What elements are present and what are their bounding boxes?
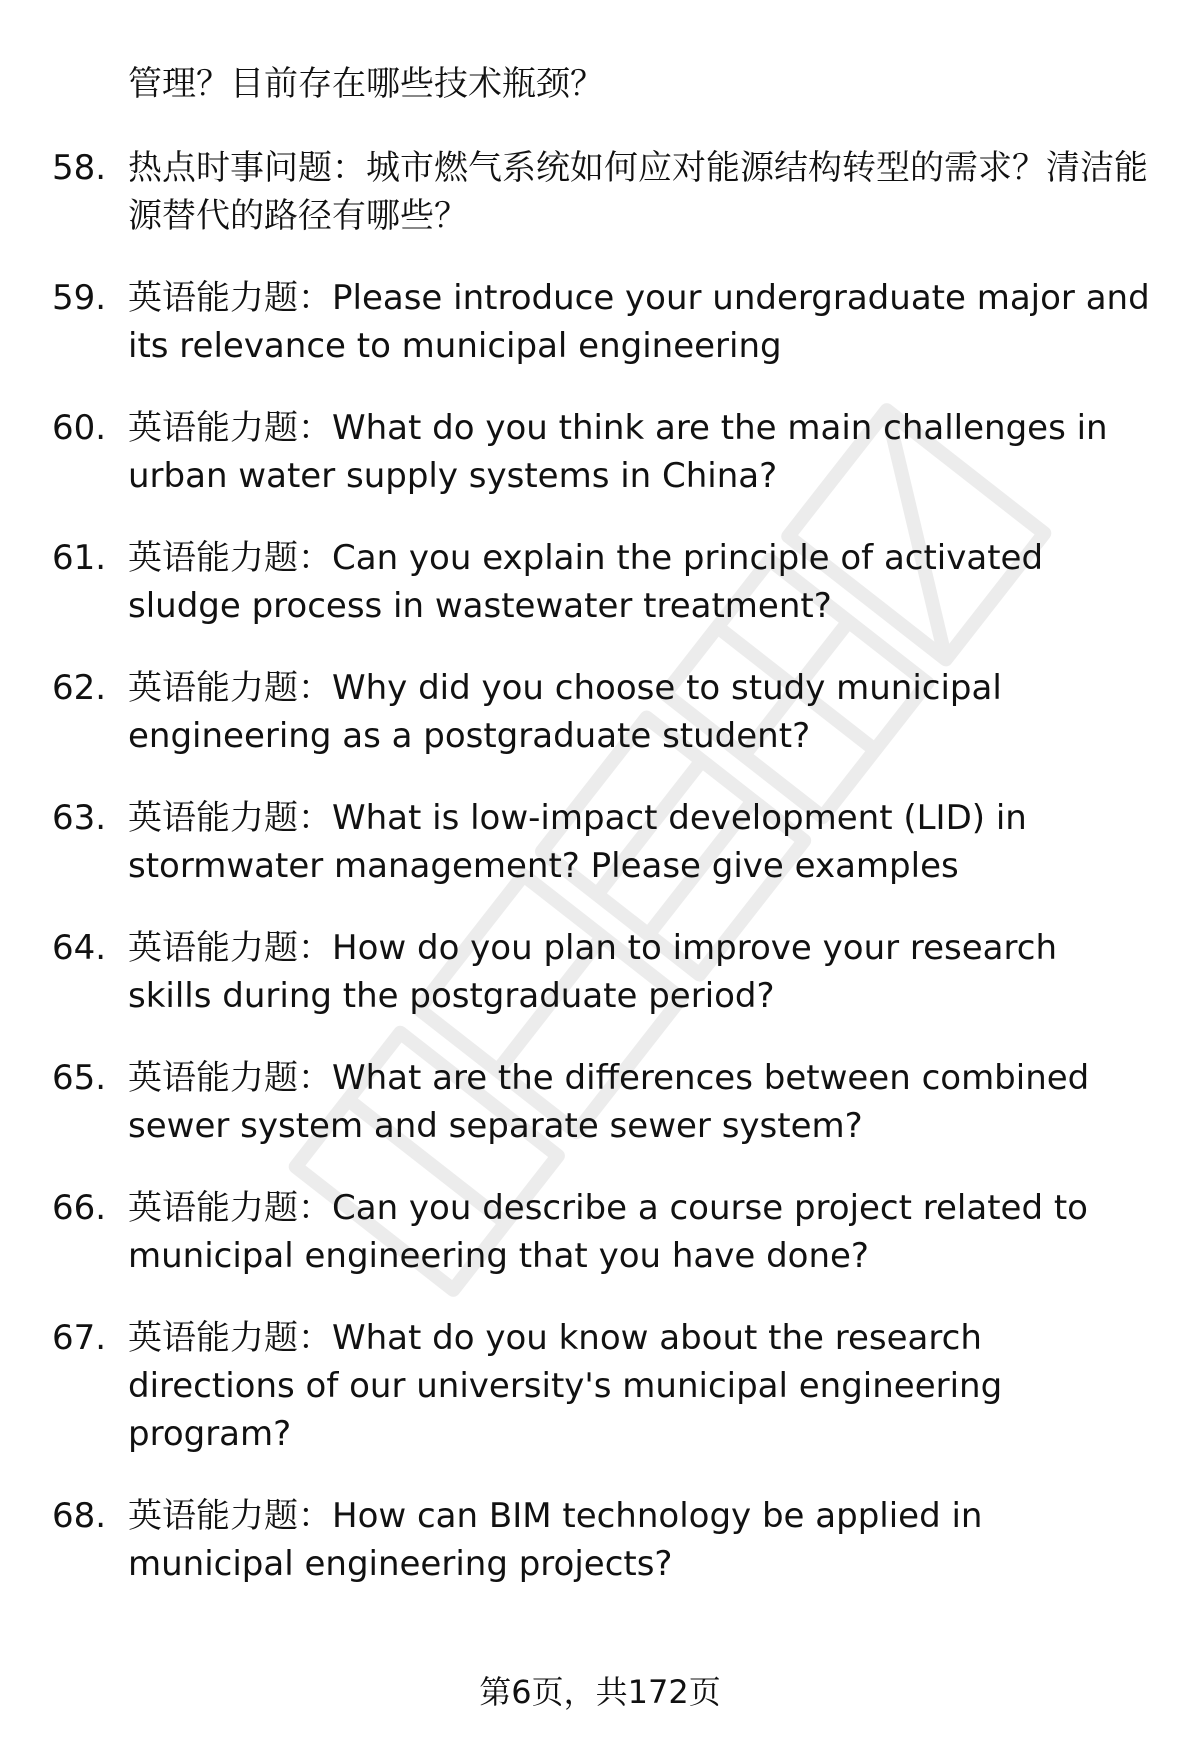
- question-number: 66.: [52, 1188, 107, 1228]
- question-item: [0, 664, 1200, 760]
- question-item: [0, 1492, 1200, 1588]
- question-text: 英语能力题：What do you think are the main challenges in urban water supply systems in China?: [128, 408, 1108, 496]
- question-number: 59.: [52, 278, 107, 318]
- page-footer: 第6页，共172页: [479, 1673, 721, 1711]
- question-text: 英语能力题：Why did you choose to study municipal engineering as a postgraduate student?: [128, 668, 1002, 756]
- question-list: [0, 144, 1200, 1622]
- question-number: 58.: [52, 148, 107, 188]
- question-item: [0, 404, 1200, 500]
- question-text: 英语能力题：Please introduce your undergraduate major and its relevance to municipal engineering: [128, 278, 1150, 366]
- question-number: 68.: [52, 1496, 107, 1536]
- question-text: 英语能力题：Can you explain the principle of activated sludge process in wastewater treatment?: [128, 538, 1044, 626]
- question-text: 热点时事问题：城市燃气系统如何应对能源结构转型的需求？清洁能源替代的路径有哪些？: [128, 148, 1148, 236]
- question-text: 英语能力题：What do you know about the research directions of our university's municipal engineering program?: [128, 1318, 1003, 1454]
- question-text: 英语能力题：What are the differences between combined sewer system and separate sewer system?: [128, 1058, 1090, 1146]
- question-item: [0, 924, 1200, 1020]
- question-item: [0, 274, 1200, 370]
- question-text: 英语能力题：How can BIM technology be applied in municipal engineering projects?: [128, 1496, 983, 1584]
- question-item: [0, 1184, 1200, 1280]
- question-number: 64.: [52, 928, 107, 968]
- question-text: 英语能力题：What is low-impact development (LID) in stormwater management? Please give examples: [128, 798, 1027, 886]
- question-text: 英语能力题：Can you describe a course project related to municipal engineering that you have done?: [128, 1188, 1088, 1276]
- continuation-text: 管理？目前存在哪些技术瓶颈？: [128, 64, 604, 104]
- question-item: [0, 794, 1200, 890]
- question-number: 65.: [52, 1058, 107, 1098]
- question-number: 67.: [52, 1318, 107, 1358]
- question-text: 英语能力题：How do you plan to improve your research skills during the postgraduate period?: [128, 928, 1057, 1016]
- question-item: [0, 1054, 1200, 1150]
- question-item: [0, 1314, 1200, 1458]
- question-number: 62.: [52, 668, 107, 708]
- question-number: 61.: [52, 538, 107, 578]
- question-number: 60.: [52, 408, 107, 448]
- question-number: 63.: [52, 798, 107, 838]
- question-item: [0, 144, 1200, 240]
- question-item: [0, 534, 1200, 630]
